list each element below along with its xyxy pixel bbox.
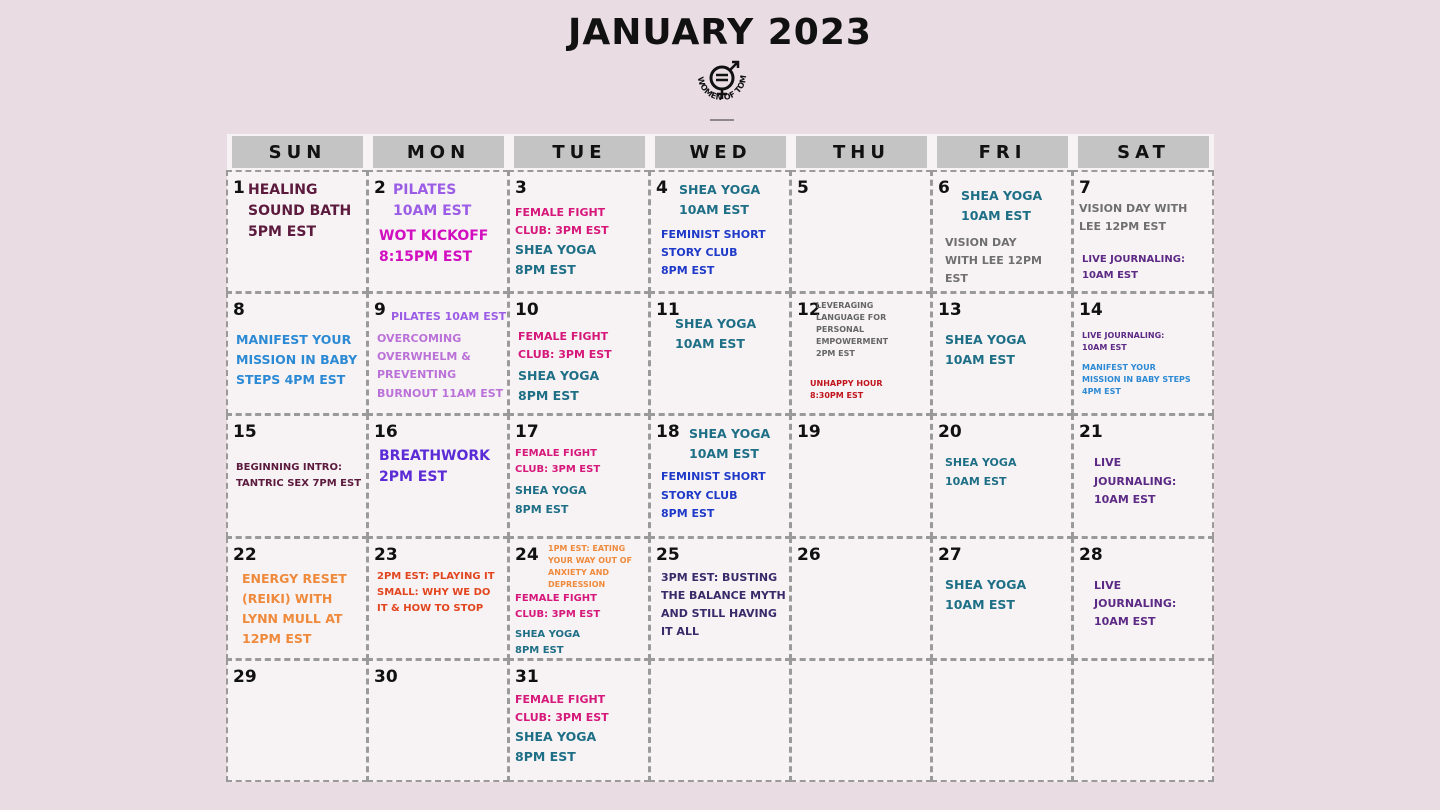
day-number: 7 <box>1079 178 1091 198</box>
day-cell-26[interactable] <box>790 537 932 660</box>
event-16-1[interactable]: BREATHWORK 2PM EST <box>379 448 491 486</box>
day-number: 3 <box>515 178 527 198</box>
event-31-1[interactable]: FEMALE FIGHT CLUB: 3PM EST <box>515 692 609 724</box>
event-7-1[interactable]: VISION DAY WITH LEE 12PM EST <box>1079 202 1188 234</box>
day-cell-22[interactable] <box>226 537 368 660</box>
day-number: 26 <box>797 544 821 565</box>
weekday-header-fri: FRI <box>937 136 1068 168</box>
event-25-1[interactable]: 3PM EST: BUSTING THE BALANCE MYTH AND STILL HAVING IT ALL <box>661 570 786 639</box>
day-number: 30 <box>374 666 398 687</box>
event-14-1[interactable]: LIVE JOURNALING: 10AM EST <box>1082 331 1165 353</box>
day-number: 10 <box>515 300 539 321</box>
day-number: 29 <box>233 666 257 687</box>
event-12-1[interactable]: LEVERAGING LANGUAGE FOR PERSONAL EMPOWERMENT 2PM EST <box>816 301 889 359</box>
day-cell-11[interactable] <box>649 292 791 415</box>
event-3-2[interactable]: SHEA YOGA 8PM EST <box>515 242 597 277</box>
day-number: 13 <box>938 300 962 321</box>
calendar-grid <box>227 134 1214 782</box>
day-cell-25[interactable] <box>649 537 791 660</box>
event-4-2[interactable]: FEMINIST SHORT STORY CLUB 8PM EST <box>661 228 766 278</box>
logo <box>690 58 754 124</box>
day-number: 31 <box>515 666 539 687</box>
day-cell-6[interactable] <box>931 170 1073 293</box>
logo-text: WOMEN OF TOM <box>695 74 749 103</box>
day-cell-4[interactable] <box>649 170 791 293</box>
day-cell-12[interactable] <box>790 292 932 415</box>
event-17-1[interactable]: FEMALE FIGHT CLUB: 3PM EST <box>515 448 601 476</box>
event-10-1[interactable]: FEMALE FIGHT CLUB: 3PM EST <box>518 330 612 362</box>
day-number: 8 <box>233 300 245 321</box>
day-cell-30[interactable] <box>367 659 509 782</box>
weekday-header-wed: WED <box>655 136 786 168</box>
day-number: 27 <box>938 544 962 565</box>
day-cell-29[interactable] <box>226 659 368 782</box>
event-14-2[interactable]: MANIFEST YOUR MISSION IN BABY STEPS 4PM EST <box>1082 363 1191 397</box>
day-number: 4 <box>656 178 668 198</box>
equality-gender-icon <box>690 58 754 124</box>
day-number: 19 <box>797 422 821 443</box>
event-6-2[interactable]: VISION DAY WITH LEE 12PM EST <box>945 236 1042 286</box>
event-15-1[interactable]: BEGINNING INTRO: TANTRIC SEX 7PM EST <box>236 462 362 490</box>
event-2-2[interactable]: WOT KICKOFF 8:15PM EST <box>379 228 489 265</box>
event-8-1[interactable]: MANIFEST YOUR MISSION IN BABY STEPS 4PM EST <box>236 332 358 388</box>
empty-cell[interactable] <box>931 659 1073 782</box>
event-24-2[interactable]: FEMALE FIGHT CLUB: 3PM EST <box>515 592 601 620</box>
day-cell-16[interactable] <box>367 414 509 537</box>
day-number: 18 <box>656 422 680 443</box>
event-24-1[interactable]: 1PM EST: EATING YOUR WAY OUT OF ANXIETY AND DEPRESSION <box>548 543 633 589</box>
event-10-2[interactable]: SHEA YOGA 8PM EST <box>518 368 600 404</box>
day-cell-14[interactable] <box>1072 292 1214 415</box>
event-20-1[interactable]: SHEA YOGA 10AM EST <box>945 456 1017 488</box>
day-cell-20[interactable] <box>931 414 1073 537</box>
day-number: 1 <box>233 178 245 198</box>
day-cell-31[interactable] <box>508 659 650 782</box>
weekday-header-sat: SAT <box>1078 136 1209 168</box>
weekday-header-tue: TUE <box>514 136 645 168</box>
day-cell-5[interactable] <box>790 170 932 293</box>
event-9-2[interactable]: OVERCOMING OVERWHELM & PREVENTING BURNOUT 11AM EST <box>377 332 504 400</box>
day-cell-7[interactable] <box>1072 170 1214 293</box>
event-18-2[interactable]: FEMINIST SHORT STORY CLUB 8PM EST <box>661 470 766 520</box>
day-number: 15 <box>233 422 257 443</box>
day-cell-18[interactable] <box>649 414 791 537</box>
day-cell-1[interactable] <box>226 170 368 293</box>
day-number: 6 <box>938 178 950 198</box>
day-cell-13[interactable] <box>931 292 1073 415</box>
event-3-1[interactable]: FEMALE FIGHT CLUB: 3PM EST <box>515 206 609 238</box>
event-6-1[interactable]: SHEA YOGA 10AM EST <box>961 188 1043 223</box>
weekday-header-sun: SUN <box>232 136 363 168</box>
event-21-1[interactable]: LIVE JOURNALING: 10AM EST <box>1094 456 1177 506</box>
event-24-3[interactable]: SHEA YOGA 8PM EST <box>515 628 580 656</box>
empty-cell[interactable] <box>649 659 791 782</box>
event-12-2[interactable]: UNHAPPY HOUR 8:30PM EST <box>810 379 883 401</box>
event-23-1[interactable]: 2PM EST: PLAYING IT SMALL: WHY WE DO IT & HOW TO STOP <box>377 570 495 614</box>
empty-cell[interactable] <box>1072 659 1214 782</box>
day-number: 23 <box>374 544 398 565</box>
empty-cell[interactable] <box>790 659 932 782</box>
day-number: 14 <box>1079 300 1103 321</box>
event-11-1[interactable]: SHEA YOGA 10AM EST <box>675 316 757 352</box>
event-13-1[interactable]: SHEA YOGA 10AM EST <box>945 332 1027 368</box>
day-number: 21 <box>1079 422 1103 443</box>
event-7-2[interactable]: LIVE JOURNALING: 10AM EST <box>1082 254 1185 281</box>
event-2-1[interactable]: PILATES 10AM EST <box>393 182 472 219</box>
day-cell-21[interactable] <box>1072 414 1214 537</box>
day-number: 28 <box>1079 544 1103 565</box>
day-cell-23[interactable] <box>367 537 509 660</box>
page-title: JANUARY 2023 <box>568 12 872 53</box>
event-17-2[interactable]: SHEA YOGA 8PM EST <box>515 484 587 516</box>
day-number: 25 <box>656 544 680 565</box>
weekday-header-mon: MON <box>373 136 504 168</box>
event-22-1[interactable]: ENERGY RESET (REIKI) WITH LYNN MULL AT 12PM EST <box>242 570 347 646</box>
event-31-2[interactable]: SHEA YOGA 8PM EST <box>515 728 597 764</box>
day-cell-17[interactable] <box>508 414 650 537</box>
day-number: 16 <box>374 422 398 443</box>
event-4-1[interactable]: SHEA YOGA 10AM EST <box>679 182 761 217</box>
event-1-1[interactable]: HEALING SOUND BATH 5PM EST <box>248 182 352 240</box>
event-9-1[interactable]: PILATES 10AM EST <box>391 310 507 324</box>
day-cell-15[interactable] <box>226 414 368 537</box>
event-18-1[interactable]: SHEA YOGA 10AM EST <box>689 426 771 462</box>
day-number: 24 <box>515 544 539 565</box>
day-cell-19[interactable] <box>790 414 932 537</box>
event-27-1[interactable]: SHEA YOGA 10AM EST <box>945 576 1027 612</box>
day-cell-27[interactable] <box>931 537 1073 660</box>
day-cell-9[interactable] <box>367 292 509 415</box>
day-cell-8[interactable] <box>226 292 368 415</box>
day-number: 12 <box>797 300 821 321</box>
day-number: 22 <box>233 544 257 565</box>
day-cell-3[interactable] <box>508 170 650 293</box>
day-number: 2 <box>374 178 386 198</box>
day-cell-24[interactable] <box>508 537 650 660</box>
weekday-header-thu: THU <box>796 136 927 168</box>
day-cell-10[interactable] <box>508 292 650 415</box>
day-cell-28[interactable] <box>1072 537 1214 660</box>
day-number: 20 <box>938 422 962 443</box>
event-28-1[interactable]: LIVE JOURNALING: 10AM EST <box>1094 578 1177 628</box>
day-number: 11 <box>656 300 680 321</box>
day-number: 5 <box>797 178 809 198</box>
day-cell-2[interactable] <box>367 170 509 293</box>
day-number: 9 <box>374 300 386 321</box>
day-number: 17 <box>515 422 539 443</box>
